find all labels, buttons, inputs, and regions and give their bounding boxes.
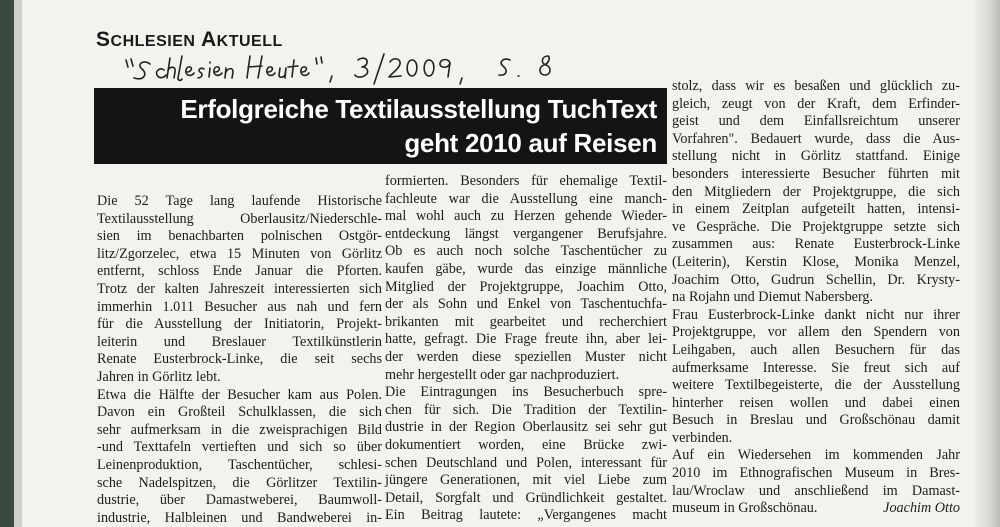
text-line: mehr hergestellt oder gar nachproduziert. [385, 366, 620, 383]
text-line: 2010 im Ethnografischen Museum in Bres- [672, 465, 960, 482]
text-line: Besuch in Breslau und Großschönau damit [672, 412, 960, 429]
text-line: leiterin und Breslauer Textilkünstlerin [97, 333, 382, 350]
text-line: entdeckung längst vergangener Berufsjahre. [385, 225, 667, 242]
text-line: Joachim Otto, Gudrun Schellin, Dr. Krysty- [672, 271, 960, 288]
text-line: Die Eintragungen ins Besucherbuch spre- [385, 384, 667, 401]
binding-edge [0, 0, 14, 527]
text-line: Die 52 Tage lang laufende Historische [97, 193, 382, 209]
text-line: stolz, dass wir es besaßen und glücklich zu- [672, 78, 960, 94]
text-line: Ein Beitrag lautete: „Vergangenes macht [385, 507, 667, 524]
text-line: Vorfahren". Bedauert wurde, dass die Aus- [672, 130, 960, 147]
text-line: brikanten mit gearbeitet und recherchiert [385, 313, 667, 330]
text-line: in einem Zeitplan aufgeteilt hatten, intensi- [672, 201, 960, 218]
section-rubric: SCHLESIEN AKTUELL [96, 28, 283, 51]
text-line: Jahren in Görlitz lebt. [97, 368, 221, 385]
page-edge-shadow [972, 0, 1000, 527]
text-line: Leinenproduktion, Taschentücher, schlesi- [97, 456, 382, 473]
text-line: besonders interessierte Besucher führten mit [672, 165, 960, 182]
text-line: Projektgruppe, vor allem den Spendern von [672, 324, 960, 341]
article-column-3 [672, 78, 960, 518]
text-line: Detail, Sorgfalt und Gründlichkeit gestaltet. [385, 489, 667, 506]
text-line: formierten. Besonders für ehemalige Textil- [385, 173, 667, 189]
text-line: (Leiterin), Kerstin Klose, Monika Menzel, [672, 253, 960, 270]
text-line: litz/Zgorzelec, etwa 15 Minuten von Görlitz [97, 245, 382, 262]
text-line: hinterher reisen wollen und dabei einen [672, 394, 960, 411]
text-line: schen Deutschland und Polen, interessant für [385, 454, 667, 471]
text-line: für die Ausstellung der Initiatorin, Projekt- [97, 316, 382, 333]
text-line: der werden diese speziellen Muster nicht [385, 348, 667, 365]
text-line: ve Gespräche. Die Projektgruppe setzte sich [672, 218, 960, 235]
text-line: chen für sich. Die Tradition der Textilin- [385, 401, 667, 418]
closing-line [672, 500, 960, 518]
text-line: Trotz der kalten Jahreszeit interessierten sich [97, 280, 382, 297]
headline-banner [94, 88, 667, 164]
text-line: Renate Eusterbrock-Linke, die seit sechs [97, 351, 382, 368]
text-line: weitere Textilbegeisterte, die der Ausstellung [672, 377, 960, 394]
article-column-2 [385, 173, 667, 525]
binding-shadow [14, 0, 22, 527]
text-line: sien im benachbarten polnischen Ostgör- [97, 228, 382, 245]
text-line: Ob es auch noch solche Taschentücher zu [385, 243, 667, 260]
text-line: geist und dem Einfallsreichtum unserer [672, 113, 960, 130]
text-line: stellung nicht in Görlitz stattfand. Einige [672, 148, 960, 165]
text-line: den Mitgliedern der Projektgruppe, die sich [672, 183, 960, 200]
author-byline: Joachim Otto [883, 500, 960, 517]
text-line: zusammen aus: Renate Eusterbrock-Linke [672, 236, 960, 253]
text-line: gleich, zeugt von der Kraft, dem Erfinder- [672, 95, 960, 112]
headline: Erfolgreiche Textilausstellung TuchText geht 2010 auf Reisen [180, 94, 657, 158]
text-line: Etwa die Hälfte der Besucher kam aus Polen. [97, 386, 382, 403]
text-line: Textilausstellung Oberlausitz/Niederschle- [97, 210, 382, 227]
text-line: na Rojahn und Diemut Nabersberg. [672, 289, 874, 306]
text-line: lau/Wroclaw und anschließend im Damast- [672, 482, 960, 499]
text-line: Mitglied der Projektgruppe, Joachim Otto, [385, 278, 667, 295]
text-line: immerhin 1.011 Besucher aus nah und fern [97, 298, 382, 315]
text-line: Davon ein Großteil Schulklassen, die sich [97, 404, 382, 421]
text-line: jüngere Generationen, mit viel Liebe zum [385, 472, 667, 489]
text-line: -und Texttafeln vertieften und sich so über [97, 439, 382, 456]
text-line: sehr aufmerksam in die zweisprachigen Bild [97, 421, 382, 438]
text-line: entfernt, schloss Ende Januar die Pforten. [97, 263, 382, 280]
text-line: kaufen gäbe, wurde das einzige männliche [385, 260, 667, 277]
text-line: Auf ein Wiedersehen im kommenden Jahr [672, 447, 960, 464]
text-line: Leihgaben, auch allen Besuchern für das [672, 341, 960, 358]
handwritten-source-note [122, 50, 642, 90]
text-line: Frau Eusterbrock-Linke dankt nicht nur ihrer [672, 306, 960, 323]
text-line: dokumentiert worden, eine Brücke zwi- [385, 436, 667, 453]
text-line: industrie, Halbleinen und Bandweberei in- [97, 509, 382, 526]
closing-text: museum in Großschönau. [672, 500, 818, 517]
text-line: aufmerksame Interesse. Sie freut sich auf [672, 359, 960, 376]
text-line: der als Sohn und Enkel von Taschentuchfa- [385, 296, 667, 313]
text-line: mal wohl auch zu Herzen gehende Wieder- [385, 208, 667, 225]
newspaper-page [22, 0, 972, 527]
svg-text:"Schlesien Heute", 3/2009, S.: "Schlesien Heute", 3/2009, S. 8 [122, 50, 135, 51]
text-line: dustrie, über Damastweberei, Baumwoll- [97, 492, 382, 509]
text-line: hatte, gefragt. Die Frage freute ihn, aber lei- [385, 331, 667, 348]
article-column-1 [97, 193, 382, 527]
text-line: fachleute war die Ausstellung eine manch- [385, 190, 667, 207]
text-line: verbinden. [672, 429, 733, 446]
text-line: dustrie in der Region Oberlausitz sei sehr gut [385, 419, 667, 436]
text-line: sche Nadelspitzen, die Görlitzer Textilin- [97, 474, 382, 491]
